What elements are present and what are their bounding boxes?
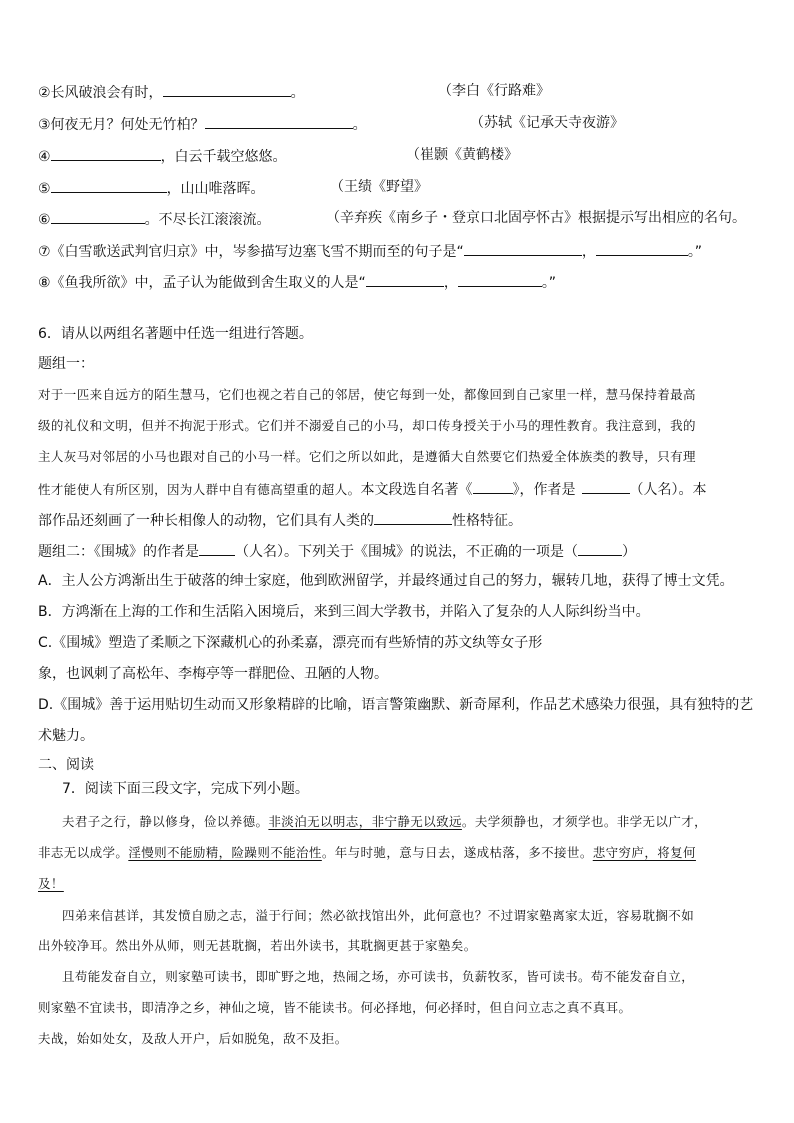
book-question: 本文段选自名著《 <box>360 482 473 498</box>
classical-line-7: 则家塾不宜读书，即清净之乡，神仙之境，皆不能读书。何必择地，何必择时，但自问立志之真不真耳。 <box>38 1000 632 1015</box>
fill-blank-q8 <box>38 272 556 292</box>
answer-blank[interactable] <box>366 272 444 287</box>
q7-text: ⑦《白雪歌送武判官归京》中，岑参描写边塞飞雪不期而至的句子是“ <box>38 244 464 260</box>
option-d-line-1: D.《围城》善于运用贴切生动而又形象精辟的比喻，语言警策幽默、新奇犀利，作品艺术感染力很强，具有独特的艺 <box>38 697 754 713</box>
answer-blank[interactable] <box>51 178 167 193</box>
trait-end: 性格特征。 <box>452 513 522 529</box>
option-b: B．方鸿渐在上海的工作和生活陷入困境后，来到三闾大学教书，并陷入了复杂的人人际纠纷当中。 <box>38 604 650 620</box>
q8-end: 。” <box>541 275 557 291</box>
group2-text: 题组二：《围城》的作者是 <box>38 544 199 560</box>
option-d-line-2: 术魅力。 <box>38 728 94 744</box>
section-title: 二、阅读 <box>38 757 94 773</box>
q7-heading: 7．阅读下面三段文字，完成下列小题。 <box>62 781 309 797</box>
q3-suffix: 。 <box>352 117 367 133</box>
answer-blank[interactable] <box>205 114 353 129</box>
passage-line-3: 主人灰马对邻居的小马也跟对自己的小马一样。它们之所以如此，是遵循大自然要它们热爱全体族类的教导，只有理 <box>38 449 696 464</box>
passage-end: 性才能使人有所区别，因为人群中自有德高望重的超人。 <box>38 482 361 497</box>
q8-text: ⑧《鱼我所欲》中，孟子认为能做到舍生取义的人是“ <box>38 275 366 291</box>
classical-text: 夫君子之行，静以修身，俭以养德。 <box>62 814 269 829</box>
q3-source: （苏轼《记承天寺夜游》 <box>470 115 624 131</box>
trait-question <box>38 510 522 530</box>
fill-blank-q6 <box>38 209 271 229</box>
classical-line-3 <box>38 875 64 893</box>
underlined-sentence: 非淡泊无以明志，非宁静无以致远 <box>268 814 462 829</box>
q5-source: （王绩《野望》 <box>330 179 428 195</box>
author-question: 》，作者是 <box>512 482 576 498</box>
book-title-blank[interactable] <box>473 479 513 494</box>
q6-heading: 6．请从以两组名著题中任选一组进行答题。 <box>38 326 313 342</box>
fill-blank-q3 <box>38 114 367 134</box>
passage-line-2: 级的礼仪和文明，但并不拘泥于形式。它们并不溺爱自己的小马，却口传身授关于小马的理性教育。我注意到，我的 <box>38 418 696 433</box>
trait-blank[interactable] <box>374 510 452 525</box>
fill-blank-q2 <box>38 82 305 102</box>
classical-text: 。年与时驰，意与日去，遂成枯落，多不接世。 <box>321 845 593 860</box>
passage-line-1: 对于一匹来自远方的陌生慧马，它们也视之若自己的邻居，使它每到一处，都像回到自己家里一样，慧马保持着最高 <box>38 387 696 402</box>
underlined-sentence: 淫慢则不能励精，险躁则不能治性 <box>128 845 322 860</box>
author-blank[interactable] <box>199 541 235 556</box>
classical-line-1 <box>62 813 707 831</box>
q4-prefix: ④ <box>38 149 51 165</box>
underlined-sentence: 悲守穷庐，将复何 <box>592 845 696 860</box>
classical-text: 。夫学须静也，才须学也。非学无以广才， <box>461 814 708 829</box>
q4-source: （崔颢《黄鹤楼》 <box>406 147 518 163</box>
group2-question <box>38 541 636 561</box>
option-c-line-2: 象，也讽刺了高松年、李梅亭等一群肥俭、丑陋的人物。 <box>38 666 388 682</box>
answer-blank[interactable] <box>596 241 688 256</box>
q3-prefix: ③何夜无月？何处无竹柏？ <box>38 117 205 133</box>
underlined-sentence: 及！ <box>38 876 64 891</box>
classical-line-5: 出外较净耳。然出外从师，则无甚耽搁，若出外读书，其耽搁更甚于家塾矣。 <box>38 938 477 953</box>
option-c-line-1: C.《围城》塑造了柔顺之下深藏机心的孙柔嘉，漂亮而有些矫情的苏文纨等女子形 <box>38 635 543 651</box>
classical-line-8: 夫战，始如处女，及敌人开户，后如脱兔，敌不及拒。 <box>38 1031 348 1046</box>
author-blank[interactable] <box>582 479 630 494</box>
q2-suffix: 。 <box>290 85 305 101</box>
group2-close: ） <box>622 544 636 560</box>
q6-source: （辛弃疾《南乡子・登京口北固亭怀古》根据提示写出相应的名句。 <box>326 210 746 226</box>
author-hint: （人名）。本 <box>629 482 707 498</box>
passage-line-4 <box>38 479 707 499</box>
q5-prefix: ⑤ <box>38 181 51 197</box>
q8-comma: ， <box>443 275 458 291</box>
trait-text: 部作品还刻画了一种长相像人的动物，它们具有人类的 <box>38 513 374 529</box>
q7-end: 。” <box>687 244 703 260</box>
classical-line-2 <box>38 844 696 862</box>
fill-blank-q7 <box>38 241 702 261</box>
q7-comma: ， <box>581 244 596 260</box>
q6-prefix: ⑥ <box>38 212 51 228</box>
answer-blank[interactable] <box>51 209 145 224</box>
group2-prompt: （人名）。下列关于《围城》的说法，不正确的一项是（ <box>235 544 578 560</box>
group1-label: 题组一： <box>38 356 94 372</box>
option-a: A．主人公方鸿渐出生于破落的绅士家庭，他到欧洲留学，并最终通过自己的努力，辗转几地，获得了博士文凭。 <box>38 573 734 589</box>
choice-blank[interactable] <box>578 541 622 556</box>
answer-blank[interactable] <box>458 272 542 287</box>
fill-blank-q5 <box>38 178 265 198</box>
q5-suffix: ，山山唯落晖。 <box>166 181 265 197</box>
classical-line-6: 且苟能发奋自立，则家塾可读书，即旷野之地，热闹之场，亦可读书，负薪牧豕，皆可读书。苟不能发奋自立， <box>62 969 695 984</box>
q2-prefix: ②长风破浪会有时， <box>38 85 163 101</box>
q4-suffix: ，白云千载空悠悠。 <box>160 149 287 165</box>
classical-line-4: 四弟来信甚详，其发愤自励之志，溢于行间；然必欲找馆出外，此何意也？不过谓家塾离家太近，容易耽搁不如 <box>62 908 695 923</box>
q6-suffix: 。不尽长江滚滚流。 <box>144 212 271 228</box>
answer-blank[interactable] <box>51 146 161 161</box>
q2-source: （李白《行路难》 <box>438 83 550 99</box>
answer-blank[interactable] <box>163 82 291 97</box>
answer-blank[interactable] <box>464 241 582 256</box>
fill-blank-q4 <box>38 146 287 166</box>
classical-text: 非志无以成学。 <box>38 845 129 860</box>
